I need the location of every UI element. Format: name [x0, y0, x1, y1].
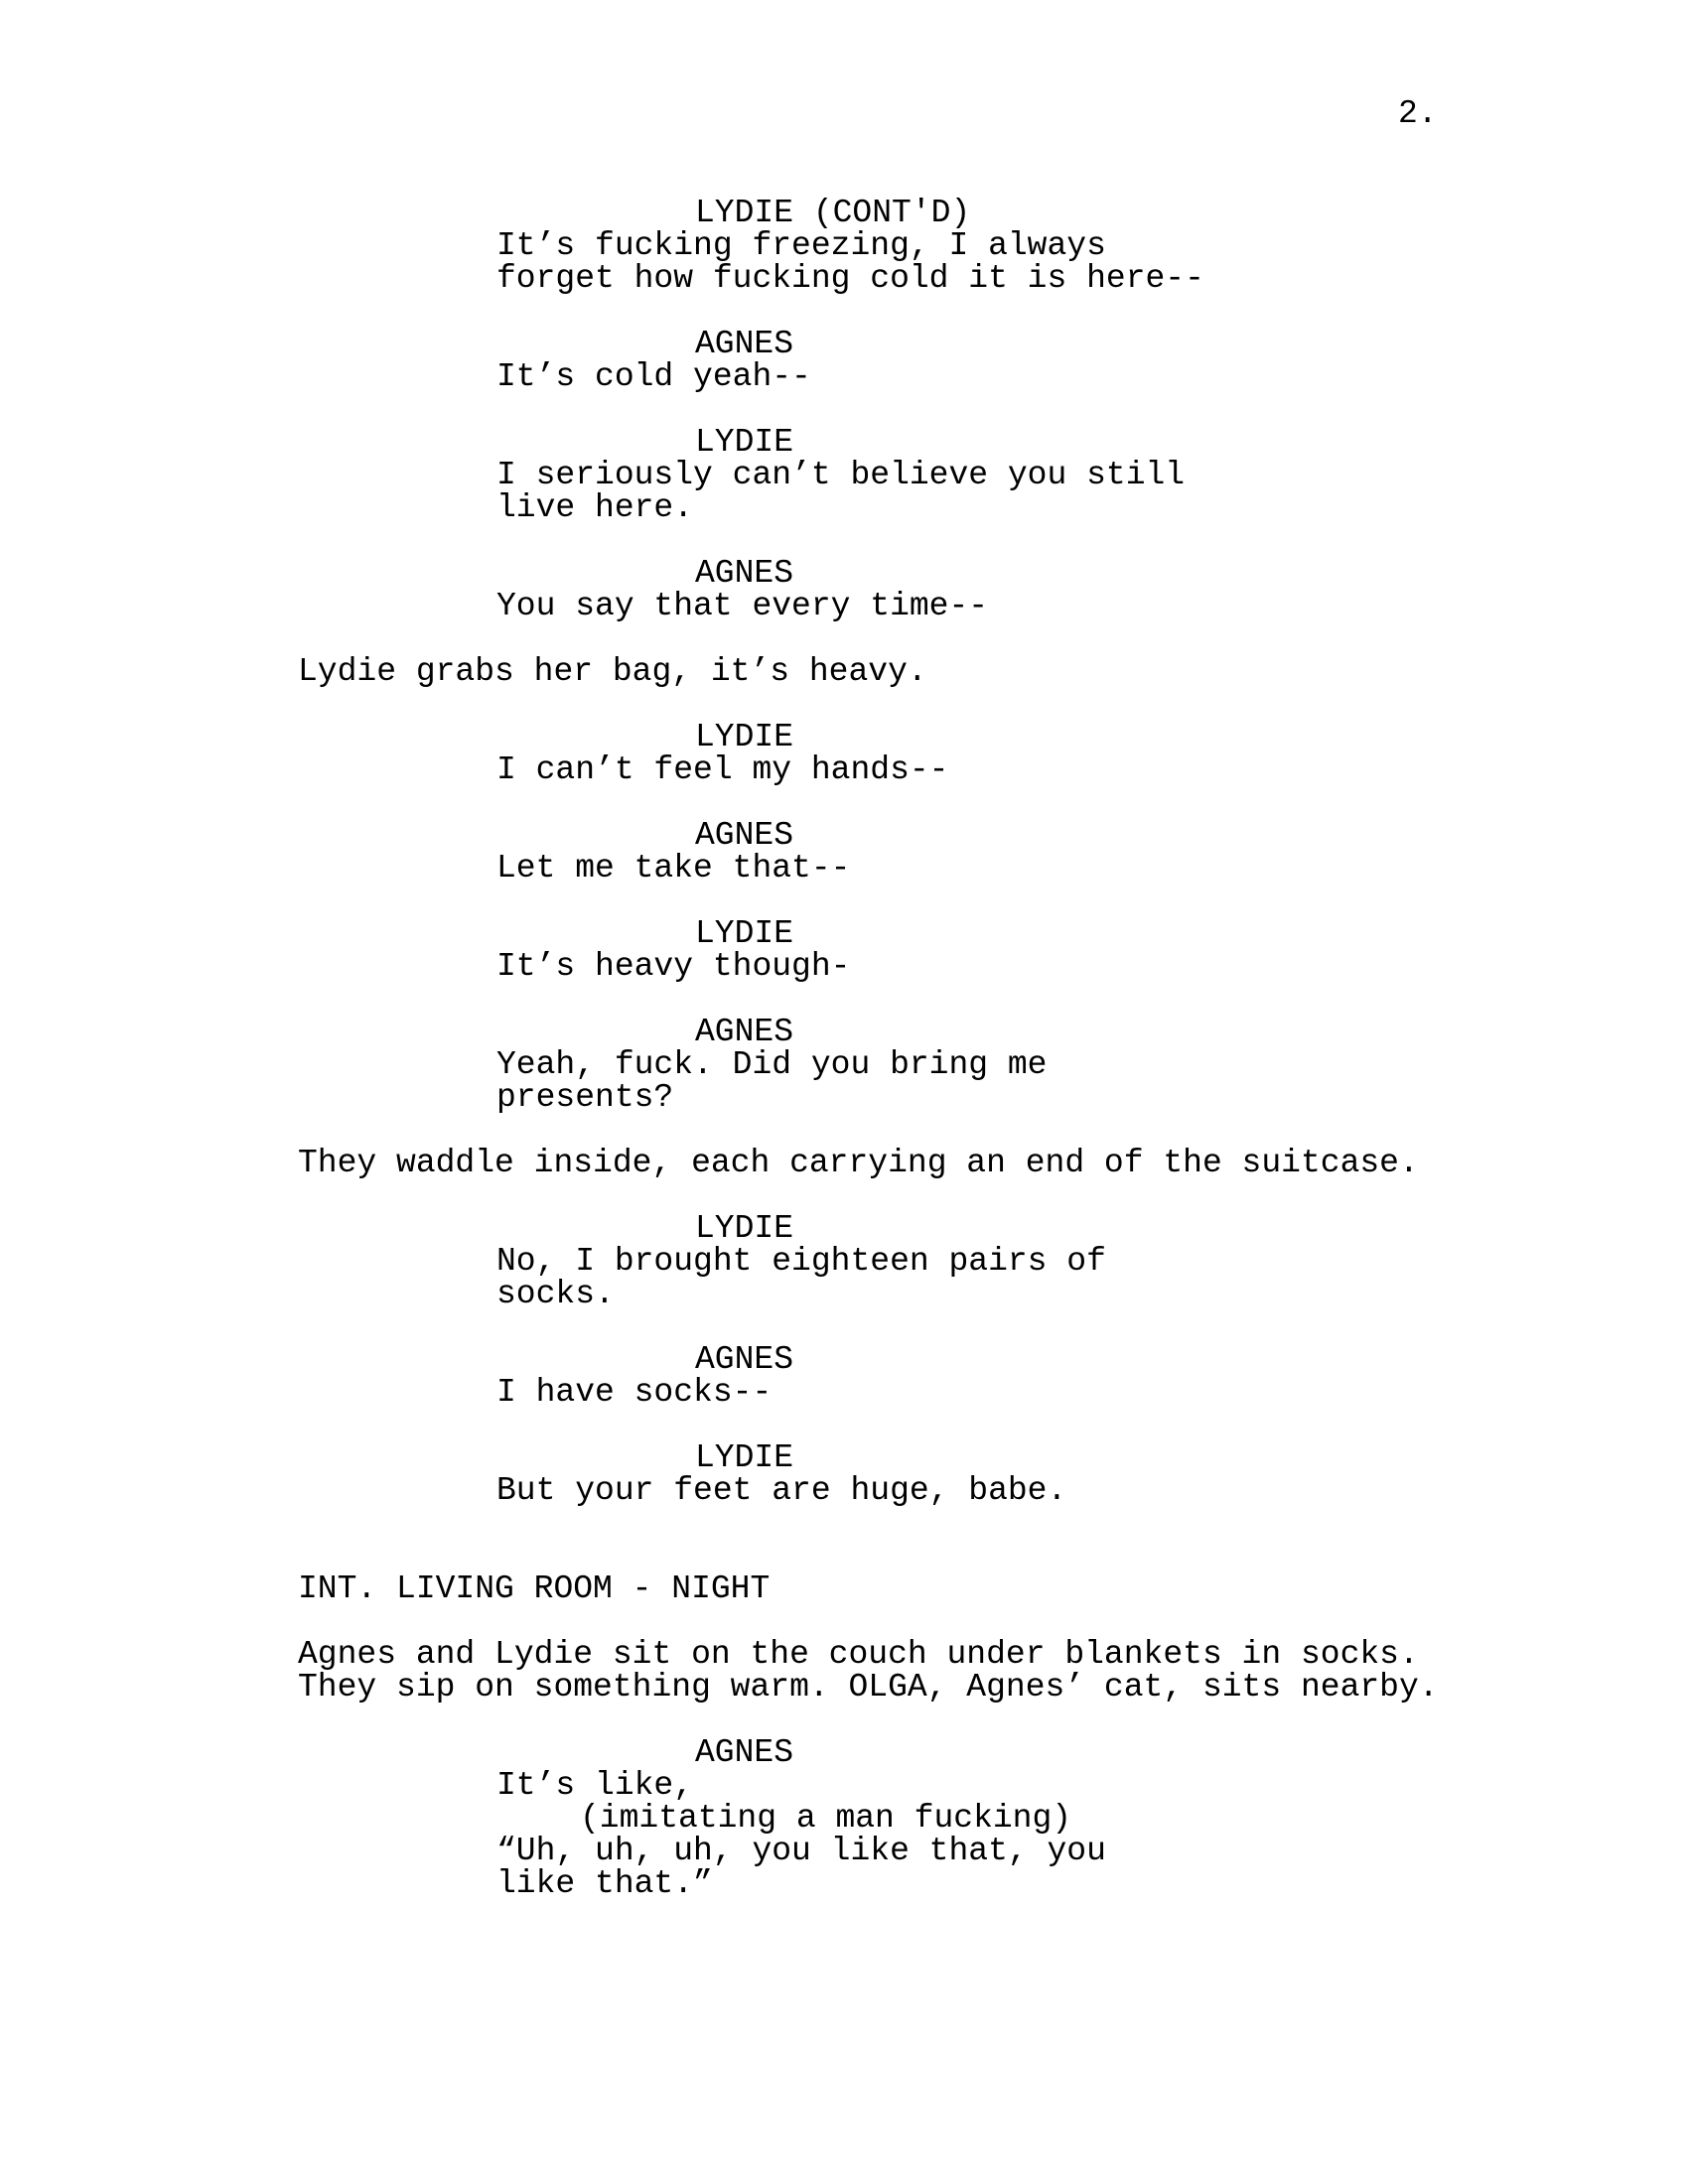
scene-heading: INT. LIVING ROOM - NIGHT	[298, 1570, 771, 1607]
action-line: Lydie grabs her bag, it’s heavy.	[298, 653, 927, 690]
blank-line	[0, 1605, 1688, 1638]
dialogue-line: Let me take that--	[496, 850, 851, 887]
blank-line	[0, 786, 1688, 819]
page-number: 2.	[1398, 95, 1438, 132]
dialogue-line: It’s heavy though-	[496, 948, 851, 985]
dialogue-line: Yeah, fuck. Did you bring me	[496, 1046, 1048, 1083]
character-cue: AGNES	[695, 1014, 794, 1050]
dialogue-line: I have socks--	[496, 1374, 773, 1411]
dialogue-line: It’s fucking freezing, I always	[496, 227, 1106, 264]
action-line: Agnes and Lydie sit on the couch under blankets in socks.	[298, 1636, 1419, 1673]
blank-line	[0, 1507, 1688, 1540]
character-cue: LYDIE (CONT'D)	[695, 195, 971, 231]
blank-line	[0, 622, 1688, 655]
blank-line	[0, 393, 1688, 426]
blank-line	[0, 983, 1688, 1016]
dialogue-line: But your feet are huge, babe.	[496, 1472, 1067, 1509]
character-cue: LYDIE	[695, 1210, 794, 1247]
blank-line	[0, 1540, 1688, 1572]
dialogue-line: forget how fucking cold it is here--	[496, 260, 1204, 297]
character-cue: LYDIE	[695, 719, 794, 755]
parenthetical-line: (imitating a man fucking)	[580, 1800, 1072, 1837]
character-cue: AGNES	[695, 326, 794, 362]
dialogue-line: It’s like,	[496, 1767, 694, 1804]
blank-line	[0, 524, 1688, 557]
character-cue: AGNES	[695, 555, 794, 592]
blank-line	[0, 295, 1688, 328]
action-line: They sip on something warm. OLGA, Agnes’ cat, sits nearby.	[298, 1669, 1439, 1706]
blank-line	[0, 1704, 1688, 1736]
dialogue-line: I can’t feel my hands--	[496, 751, 949, 788]
blank-line	[0, 1409, 1688, 1441]
dialogue-line: You say that every time--	[496, 588, 989, 624]
blank-line	[0, 1114, 1688, 1147]
character-cue: AGNES	[695, 817, 794, 854]
dialogue-line: presents?	[496, 1079, 674, 1116]
blank-line	[0, 1310, 1688, 1343]
character-cue: LYDIE	[695, 1439, 794, 1476]
dialogue-line: It’s cold yeah--	[496, 358, 811, 395]
action-line: They waddle inside, each carrying an end of the suitcase.	[298, 1145, 1419, 1181]
dialogue-line: No, I brought eighteen pairs of	[496, 1243, 1106, 1280]
script-body	[0, 197, 1688, 1900]
dialogue-line: live here.	[496, 489, 694, 526]
blank-line	[0, 688, 1688, 721]
blank-line	[0, 885, 1688, 917]
dialogue-line: I seriously can’t believe you still	[496, 457, 1186, 493]
dialogue-line: “Uh, uh, uh, you like that, you	[496, 1833, 1106, 1869]
character-cue: AGNES	[695, 1734, 794, 1771]
character-cue: AGNES	[695, 1341, 794, 1378]
character-cue: LYDIE	[695, 424, 794, 461]
character-cue: LYDIE	[695, 915, 794, 952]
dialogue-line: like that.”	[496, 1865, 713, 1902]
blank-line	[0, 1179, 1688, 1212]
dialogue-line: socks.	[496, 1276, 615, 1312]
